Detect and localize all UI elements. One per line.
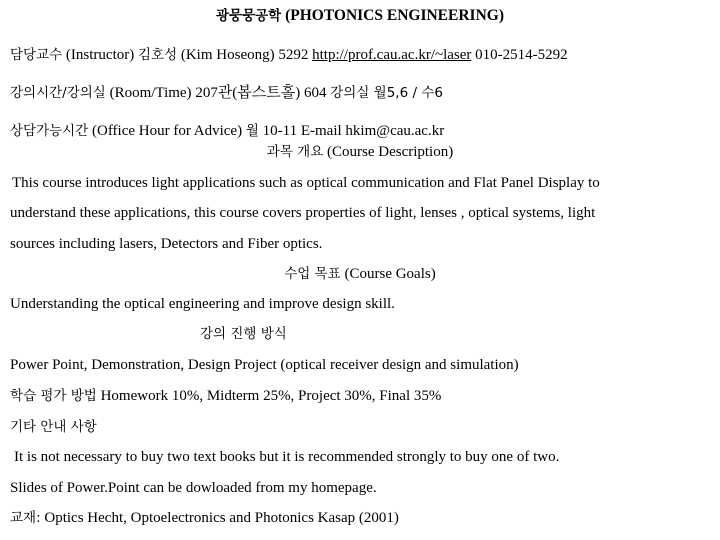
goals-heading-english: (Course Goals) xyxy=(344,266,436,282)
description-line: understand these applications, this course covers properties of light, lenses , optical systems, light xyxy=(10,205,596,221)
title-english: (PHOTONICS ENGINEERING) xyxy=(285,7,504,24)
email-label: E-mail xyxy=(300,123,342,139)
description-heading xyxy=(0,142,720,162)
other-line: It is not necessary to buy two text books but it is recommended strongly to buy one of two. xyxy=(14,449,560,465)
description-heading-english: (Course Description) xyxy=(327,144,454,160)
evaluation-text: Homework 10%, Midterm 25%, Project 30%, Final 35% xyxy=(100,388,442,404)
title-korean: 광뭉뭉공학 xyxy=(216,8,282,24)
goals-text: Understanding the optical engineering and improve design skill. xyxy=(10,296,395,312)
office-hour-time: 10-11 xyxy=(262,123,298,139)
homepage-link[interactable]: http://prof.cau.ac.kr/~laser xyxy=(312,47,472,63)
method-heading-korean: 강의 진행 방식 xyxy=(200,326,287,342)
evaluation-line xyxy=(10,386,441,406)
room-number: 604 xyxy=(304,85,327,101)
evaluation-label-korean: 학습 평가 방법 xyxy=(10,388,97,404)
instructor-label-korean: 담당교수 xyxy=(10,47,63,63)
method-heading xyxy=(200,324,287,344)
office-hour-label-korean: 상담가능시간 xyxy=(10,123,89,139)
instructor-phone: 5292 xyxy=(278,47,309,63)
instructor-line xyxy=(10,45,568,65)
office-hour-line xyxy=(10,121,444,141)
other-line: Slides of Power.Point can be dowloaded from my homepage. xyxy=(10,480,377,496)
goals-heading xyxy=(0,264,720,284)
method-text: Power Point, Demonstration, Design Project (optical receiver design and simulation) xyxy=(10,357,519,373)
instructor-name-korean: 김호성 xyxy=(137,47,178,63)
room-schedule: 강의실 월5,6 / 수6 xyxy=(330,85,443,101)
other-heading-korean: 기타 안내 사항 xyxy=(10,419,97,435)
room-time-label-korean: 강의시간/강의실 xyxy=(10,85,106,101)
room-time-label-english: (Room/Time) xyxy=(109,85,192,101)
description-line: This course introduces light applications such as optical communication and Flat Panel Display to xyxy=(12,175,600,191)
textbook-text: Optics Hecht, Optoelectronics and Photonics Kasap (2001) xyxy=(44,510,399,526)
other-heading xyxy=(10,417,97,437)
textbook-label-korean: 교재: xyxy=(10,510,41,526)
instructor-label-english: (Instructor) xyxy=(65,47,135,63)
textbook-line xyxy=(10,508,399,528)
office-hour-label-english: (Office Hour for Advice) xyxy=(92,123,243,139)
instructor-name-english: (Kim Hoseong) xyxy=(180,47,275,63)
goals-heading-korean: 수업 목표 xyxy=(284,266,341,282)
description-heading-korean: 과목 개요 xyxy=(266,144,324,160)
room-building: 207관(봅스트홀) xyxy=(195,85,301,101)
page-title xyxy=(0,6,720,26)
description-line: sources including lasers, Detectors and Fiber optics. xyxy=(10,236,323,252)
office-hour-day: 월 xyxy=(245,123,259,139)
email-address: hkim@cau.ac.kr xyxy=(345,123,445,139)
instructor-mobile: 010-2514-5292 xyxy=(475,47,568,63)
room-time-line xyxy=(10,83,443,103)
